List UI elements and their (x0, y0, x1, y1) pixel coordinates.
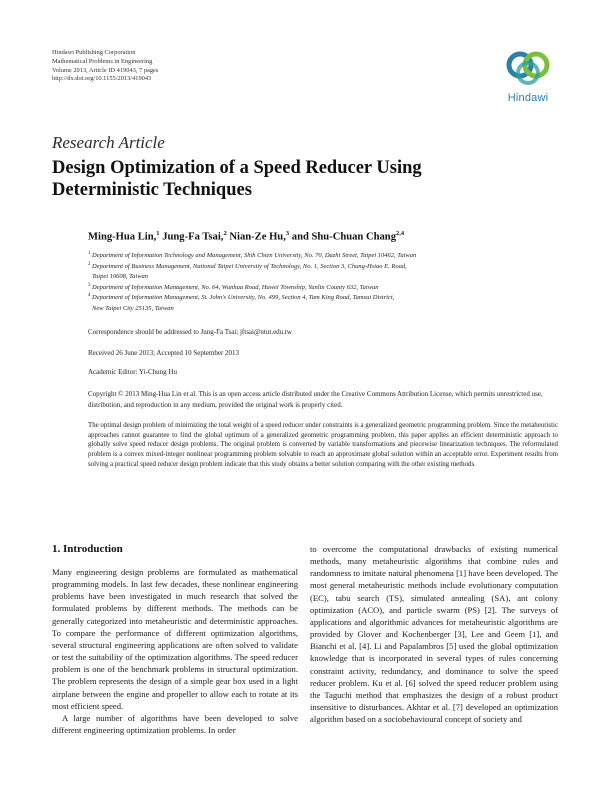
received-accepted-dates: Received 26 June 2013; Accepted 10 September 2013 (88, 349, 240, 357)
affiliation (88, 262, 558, 283)
journal-name: Mathematical Problems in Engineering (52, 57, 153, 65)
academic-editor: Academic Editor: Yi-Chung Hu (88, 368, 177, 376)
paper-title: Design Optimization of a Speed Reducer Using Deterministic Techniques (52, 158, 422, 200)
affiliation (88, 283, 558, 294)
publisher-name: Hindawi Publishing Corporation (52, 49, 136, 56)
affiliation-number: 1 (88, 251, 91, 256)
affiliation-text: Department of Business Management, National Taipei University of Technology, No. 1, Section 3, Chung-Hsiao E. Road, (92, 262, 407, 270)
author-name: Nian-Ze Hu, (229, 231, 286, 243)
doi-link[interactable]: http://dx.doi.org/10.1155/2013/419043 (52, 75, 152, 83)
body-paragraph: Many engineering design problems are formulated as mathematical programming models. In last few decades, these nonlinear engineering problems have been investigated in much research that solved the formulated problems by different methods. The methods can be generally categorized into metaheuristic and deterministic approaches. To compare the performance of different optimization algorithms, several structural engineering applications are often solved to validate or test the suitability of the optimization algorithms. The speed reducer problem is one of the benchmark problems in structural optimization. The problem represents the design of a simple gear box used in a light airplane between the engine and propeller to allow each to rotate at its most efficient speed. (52, 567, 298, 711)
journal-header (52, 49, 158, 84)
affiliation-number: 4 (88, 293, 91, 298)
hindawi-logo (499, 48, 557, 106)
body-paragraph: A large number of algorithms have been developed to solve different engineering optimization problems. In order (52, 712, 298, 736)
affiliation-text: Department of Information Management, No. 64, Wunhua Road, Huwei Township, Yunlin County 632, Taiwan (92, 283, 379, 291)
affiliation-number: 2 (88, 261, 91, 267)
body-column-left (52, 566, 298, 736)
affiliation-number: 3 (88, 282, 91, 288)
correspondence-note: Correspondence should be addressed to Jung-Fa Tsai; jftsai@ntut.edu.tw (88, 328, 292, 336)
author-name: and Shu-Chuan Chang (291, 231, 396, 243)
author-affil-ref: 2 (223, 230, 227, 237)
affiliation (88, 293, 558, 314)
affiliation (88, 251, 558, 262)
article-type: Research Article (52, 133, 165, 152)
abstract: The optimal design problem of minimizing the total weight of a speed reducer under constraints is a generalized geometric programming problem. Since the metaheuristic approaches cannot guarantee to find the global optimum of a generalized geometric programming problem, this paper applies an efficient deterministic approach to globally solve speed reducer design problems. The original problem is converted by variable transformations and piecewise linearization techniques. The reformulated problem is a convex mixed-integer nonlinear programming problem solvable to reach an approximate global solution within an acceptable error. Experiment results from solving a practical speed reducer design problem indicate that this study obtains a better solution comparing with the other existing methods. (88, 422, 558, 468)
copyright-notice: Copyright © 2013 Ming-Hua Lin et al. This is an open access article distributed under the Creative Commons Attribution License, which permits unrestricted use, distribution, and reproduction in any medium, provided the original work is properly cited. (88, 390, 543, 409)
body-column-right (310, 543, 558, 725)
logo-wordmark: Hindawi (507, 92, 549, 104)
author-affil-ref: 2,4 (396, 230, 405, 237)
section-heading: 1. Introduction (52, 543, 123, 555)
volume-info: Volume 2013, Article ID 419043, 7 pages (52, 66, 159, 74)
author-name: Ming-Hua Lin, (88, 231, 157, 243)
author-affil-ref: 3 (285, 230, 290, 237)
author-list (88, 230, 404, 243)
affiliation-text: Taipei 10608, Taiwan (92, 273, 149, 280)
affiliation-list (88, 251, 558, 314)
affiliation-text: Department of Information Management, St. John's University, No. 499, Section 4, Tam King Road, Tamsui District, (92, 294, 395, 301)
body-paragraph: to overcome the computational drawbacks of existing numerical methods, many metaheuristic algorithms that combine rules and randomness to imitate natural phenomena [1] have been developed. The most general metaheuristic methods include evolutionary computation (EC), tabu search (TS), simulated annealing (SA), ant colony optimization (ACO), and particle swarm (PS) [2]. The surveys of applications and algorithmic advances for metaheuristic algorithms are provided by Glover and Kochenberger [3], Lee and Geem [1], and Bianchi et al. [4]. Li and Papalambros [5] used the global optimization knowledge that is incorporated in several types of rules concerning constraint activity, redundancy, and dominance to solve the speed reducer problem. Ku et al. [6] solved the speed reducer problem using the Taguchi method that emphasizes the design of a robust product insensitive to disturbances. Akhtar et al. [7] developed an optimization algorithm based on a sociobehavioural concept of society and (310, 544, 558, 725)
author-affil-ref: 1 (156, 230, 160, 237)
affiliation-text: New Taipei City 25135, Taiwan (92, 304, 174, 312)
hindawi-rings-icon (501, 48, 555, 92)
author-name: Jung-Fa Tsai, (162, 231, 224, 243)
affiliation-text: Department of Information Technology and Management, Shih Chien University, No. 70, Dazhi Street, Taipei 10462, Taiwan (92, 252, 417, 259)
